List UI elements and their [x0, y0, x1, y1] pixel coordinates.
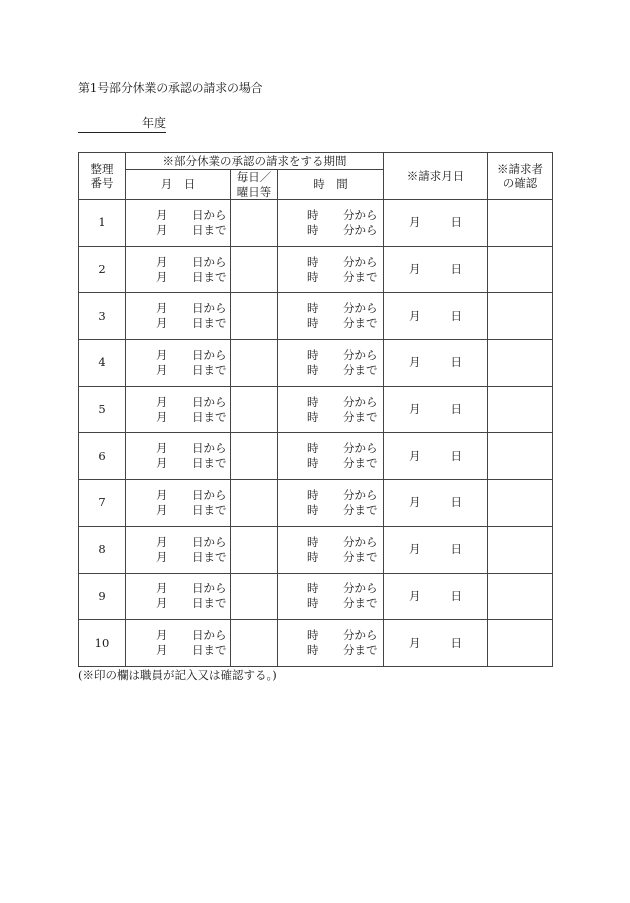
- requester-confirm-cell[interactable]: [488, 480, 553, 527]
- request-date-cell[interactable]: 月 日: [384, 246, 488, 293]
- date-from: 月 日から: [156, 207, 227, 222]
- table-row: [79, 620, 553, 667]
- weekday-cell[interactable]: [231, 480, 278, 527]
- date-range-cell[interactable]: [126, 620, 231, 667]
- table-row: [79, 340, 553, 387]
- time-range-cell[interactable]: [278, 386, 384, 433]
- weekday-cell[interactable]: [231, 573, 278, 620]
- requester-confirm-cell[interactable]: [488, 526, 553, 573]
- date-range-cell[interactable]: [126, 526, 231, 573]
- row-number: 10: [79, 620, 126, 667]
- time-to: 時 分から: [307, 222, 378, 237]
- row-number: 9: [79, 573, 126, 620]
- time-range-cell[interactable]: [278, 246, 384, 293]
- date-to: 月 日まで: [156, 222, 227, 237]
- time-to: 時 分まで: [307, 316, 378, 331]
- table-row: [79, 200, 553, 247]
- time-to: 時 分まで: [307, 596, 378, 611]
- time-to: 時 分まで: [307, 549, 378, 564]
- header-weekday: 毎日／ 曜日等: [231, 170, 278, 200]
- time-range-cell[interactable]: [278, 573, 384, 620]
- partial-leave-request-table: [78, 152, 553, 667]
- time-from: 時 分から: [307, 394, 378, 409]
- requester-confirm-cell[interactable]: [488, 293, 553, 340]
- time-from: 時 分から: [307, 581, 378, 596]
- request-date-cell[interactable]: 月 日: [384, 433, 488, 480]
- header-request-date: ※請求月日: [384, 153, 488, 200]
- row-number: 5: [79, 386, 126, 433]
- weekday-cell[interactable]: [231, 433, 278, 480]
- date-to: 月 日まで: [156, 316, 227, 331]
- weekday-cell[interactable]: [231, 620, 278, 667]
- header-number: 整理 番号: [79, 153, 126, 200]
- time-from: 時 分から: [307, 207, 378, 222]
- time-to: 時 分まで: [307, 456, 378, 471]
- date-range-cell[interactable]: [126, 340, 231, 387]
- weekday-cell[interactable]: [231, 246, 278, 293]
- requester-confirm-cell[interactable]: [488, 433, 553, 480]
- date-to: 月 日まで: [156, 596, 227, 611]
- time-range-cell[interactable]: [278, 526, 384, 573]
- time-from: 時 分から: [307, 347, 378, 362]
- row-number: 2: [79, 246, 126, 293]
- requester-confirm-cell[interactable]: [488, 340, 553, 387]
- requester-confirm-cell[interactable]: [488, 200, 553, 247]
- date-to: 月 日まで: [156, 269, 227, 284]
- row-number: 8: [79, 526, 126, 573]
- table-row: [79, 433, 553, 480]
- request-date-cell[interactable]: 月 日: [384, 340, 488, 387]
- document-title: 第1号部分休業の承認の請求の場合: [78, 81, 263, 95]
- date-to: 月 日まで: [156, 409, 227, 424]
- date-from: 月 日から: [156, 628, 227, 643]
- time-range-cell[interactable]: [278, 620, 384, 667]
- row-number: 6: [79, 433, 126, 480]
- time-to: 時 分まで: [307, 502, 378, 517]
- requester-confirm-cell[interactable]: [488, 246, 553, 293]
- requester-confirm-cell[interactable]: [488, 620, 553, 667]
- request-date-cell[interactable]: 月 日: [384, 620, 488, 667]
- weekday-cell[interactable]: [231, 340, 278, 387]
- date-to: 月 日まで: [156, 643, 227, 658]
- time-from: 時 分から: [307, 441, 378, 456]
- row-number: 1: [79, 200, 126, 247]
- date-from: 月 日から: [156, 534, 227, 549]
- date-from: 月 日から: [156, 581, 227, 596]
- date-range-cell[interactable]: [126, 433, 231, 480]
- requester-confirm-cell[interactable]: [488, 573, 553, 620]
- request-date-cell[interactable]: 月 日: [384, 573, 488, 620]
- date-from: 月 日から: [156, 347, 227, 362]
- fiscal-year-field[interactable]: [78, 117, 166, 133]
- request-date-cell[interactable]: 月 日: [384, 526, 488, 573]
- row-number: 3: [79, 293, 126, 340]
- header-month-day: 月 日: [126, 170, 231, 200]
- weekday-cell[interactable]: [231, 200, 278, 247]
- time-from: 時 分から: [307, 628, 378, 643]
- fiscal-year-label: 年度: [141, 116, 166, 130]
- time-range-cell[interactable]: [278, 200, 384, 247]
- row-number: 4: [79, 340, 126, 387]
- date-from: 月 日から: [156, 301, 227, 316]
- time-from: 時 分から: [307, 254, 378, 269]
- date-from: 月 日から: [156, 254, 227, 269]
- footnote: (※印の欄は職員が記入又は確認する。): [78, 668, 277, 682]
- table-row: [79, 293, 553, 340]
- time-from: 時 分から: [307, 487, 378, 502]
- table-row: [79, 246, 553, 293]
- table-row: [79, 573, 553, 620]
- time-range-cell[interactable]: [278, 480, 384, 527]
- weekday-cell[interactable]: [231, 386, 278, 433]
- date-from: 月 日から: [156, 487, 227, 502]
- request-date-cell[interactable]: 月 日: [384, 386, 488, 433]
- time-range-cell[interactable]: [278, 433, 384, 480]
- date-range-cell[interactable]: [126, 386, 231, 433]
- date-to: 月 日まで: [156, 456, 227, 471]
- request-date-cell[interactable]: 月 日: [384, 200, 488, 247]
- date-from: 月 日から: [156, 394, 227, 409]
- requester-confirm-cell[interactable]: [488, 386, 553, 433]
- header-period-group: ※部分休業の承認の請求をする期間: [126, 153, 384, 170]
- date-range-cell[interactable]: [126, 573, 231, 620]
- table-row: [79, 526, 553, 573]
- time-from: 時 分から: [307, 534, 378, 549]
- request-date-cell[interactable]: 月 日: [384, 293, 488, 340]
- date-range-cell[interactable]: [126, 246, 231, 293]
- date-range-cell[interactable]: [126, 480, 231, 527]
- time-range-cell[interactable]: [278, 340, 384, 387]
- date-range-cell[interactable]: [126, 293, 231, 340]
- header-time: 時 間: [278, 170, 384, 200]
- weekday-cell[interactable]: [231, 293, 278, 340]
- date-to: 月 日まで: [156, 362, 227, 377]
- request-date-cell[interactable]: 月 日: [384, 480, 488, 527]
- date-range-cell[interactable]: [126, 200, 231, 247]
- header-requester-confirm: ※請求者 の確認: [488, 153, 553, 200]
- weekday-cell[interactable]: [231, 526, 278, 573]
- table-row: [79, 386, 553, 433]
- time-to: 時 分まで: [307, 409, 378, 424]
- table-row: [79, 480, 553, 527]
- time-to: 時 分まで: [307, 362, 378, 377]
- time-to: 時 分まで: [307, 643, 378, 658]
- time-to: 時 分まで: [307, 269, 378, 284]
- date-from: 月 日から: [156, 441, 227, 456]
- date-to: 月 日まで: [156, 549, 227, 564]
- time-from: 時 分から: [307, 301, 378, 316]
- time-range-cell[interactable]: [278, 293, 384, 340]
- date-to: 月 日まで: [156, 502, 227, 517]
- row-number: 7: [79, 480, 126, 527]
